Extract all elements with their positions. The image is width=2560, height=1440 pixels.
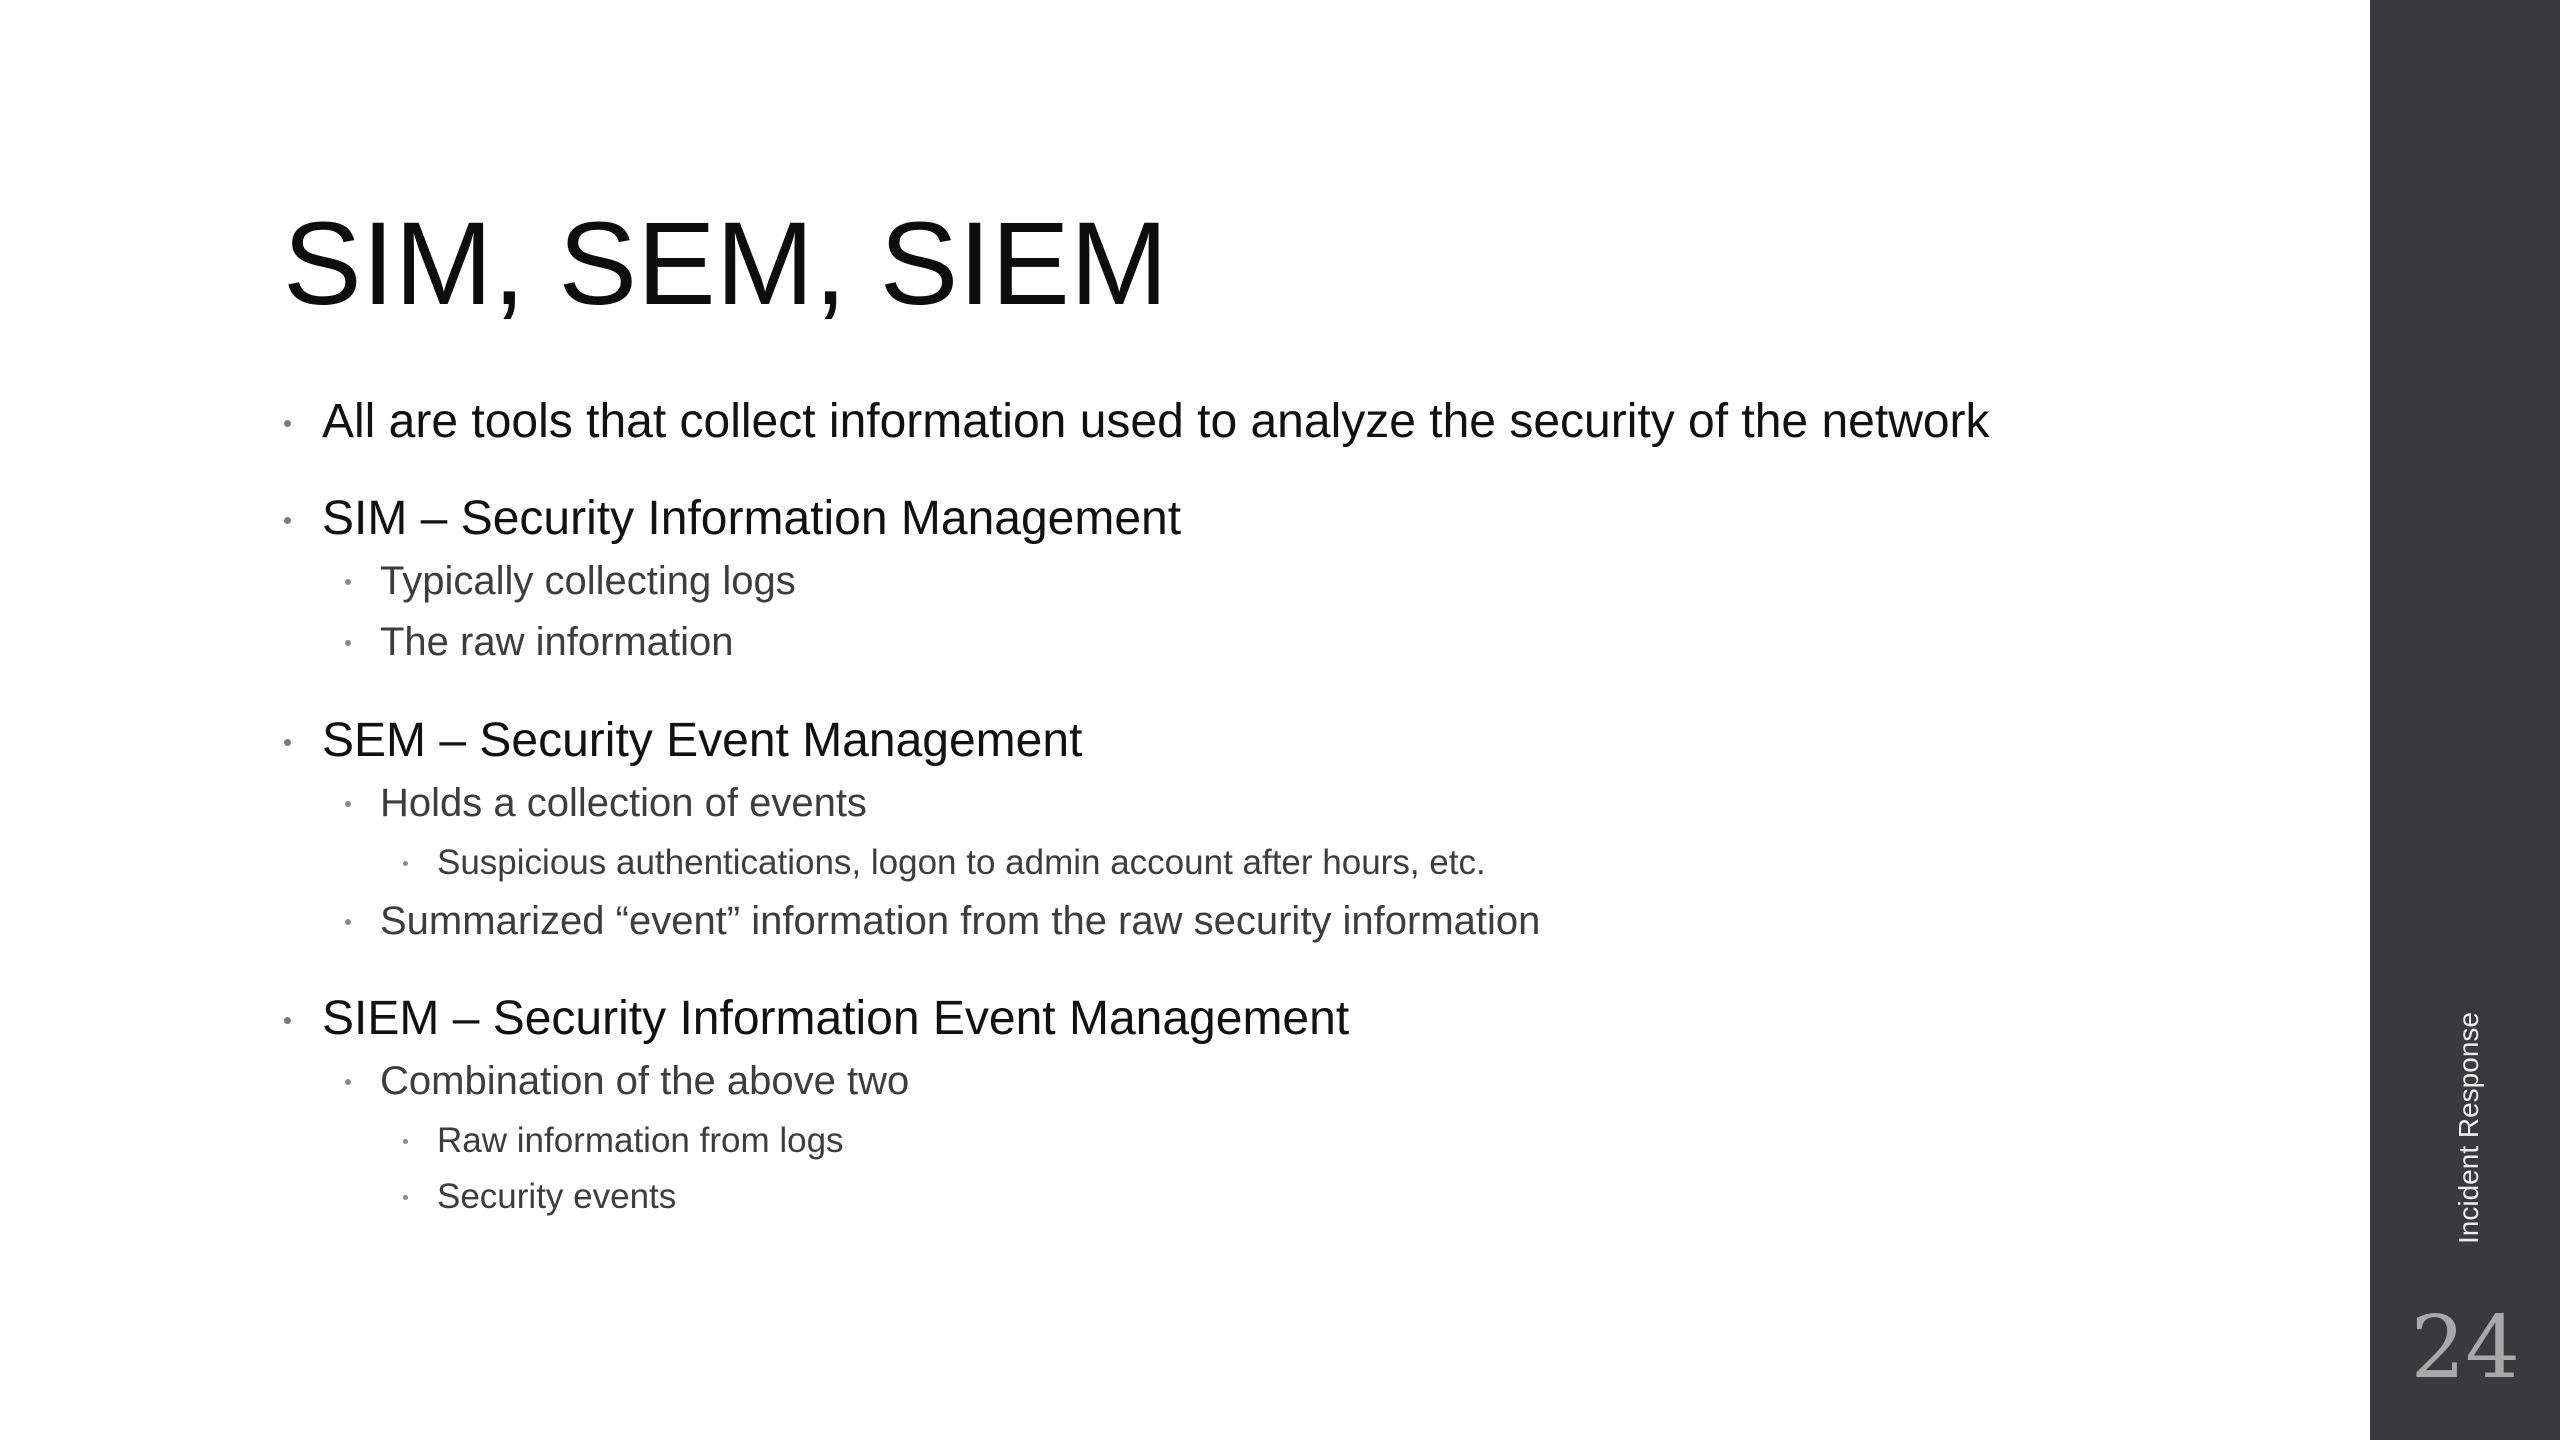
bullet-text: All are tools that collect information used to analyze the security of the network: [322, 395, 1990, 448]
bullet-item: [437, 845, 1486, 880]
bullet-item: [380, 561, 796, 601]
bullet-dot-icon: [284, 517, 291, 524]
bullet-item: [437, 1179, 676, 1214]
page-number: 24: [2410, 1298, 2520, 1398]
bullet-item: [380, 783, 867, 823]
bullet-text: Raw information from logs: [437, 1121, 844, 1160]
bullet-text: Suspicious authentications, logon to admin account after hours, etc.: [437, 843, 1486, 882]
bullet-dot-icon: [345, 1079, 351, 1085]
bullet-text: Summarized “event” information from the raw security information: [380, 899, 1541, 943]
bullet-dot-icon: [345, 919, 351, 925]
bullet-item: [322, 992, 1350, 1045]
bullet-item: [380, 1061, 909, 1101]
bullet-dot-icon: [345, 579, 351, 585]
bullet-text: SIM – Security Information Management: [322, 492, 1182, 545]
bullet-text: The raw information: [380, 620, 734, 664]
bullet-item: [322, 395, 1990, 448]
bullet-text: Security events: [437, 1177, 677, 1216]
bullet-item: [380, 901, 1540, 941]
bullet-item: [437, 1123, 844, 1158]
bullet-dot-icon: [403, 1139, 408, 1144]
bullet-dot-icon: [345, 801, 351, 807]
bullet-item: [322, 492, 1182, 545]
bullet-dot-icon: [284, 420, 291, 427]
bullet-dot-icon: [284, 1017, 291, 1024]
bullet-dot-icon: [284, 739, 291, 746]
bullet-item: [322, 714, 1083, 767]
bullet-item: [380, 622, 733, 662]
bullet-text: SIEM – Security Information Event Management: [322, 992, 1350, 1045]
bullet-dot-icon: [345, 640, 351, 646]
bullet-text: Combination of the above two: [380, 1059, 910, 1103]
bullet-text: Typically collecting logs: [380, 559, 796, 603]
bullet-dot-icon: [403, 1195, 408, 1200]
slide-title: SIM, SEM, SIEM: [283, 198, 1169, 330]
bullet-text: SEM – Security Event Management: [322, 714, 1083, 767]
sidebar-section-label: Incident Response: [2453, 1012, 2484, 1244]
bullet-text: Holds a collection of events: [380, 781, 867, 825]
bullet-dot-icon: [403, 861, 408, 866]
